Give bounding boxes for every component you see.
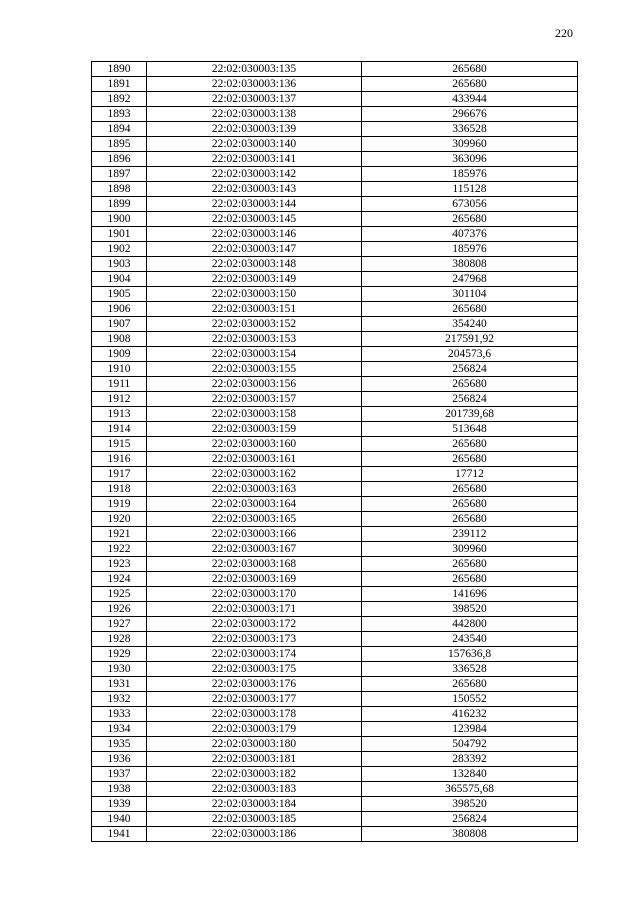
value-cell: 504792 [362, 737, 578, 752]
cadastral-number-cell: 22:02:030003:180 [147, 737, 362, 752]
value-cell: 256824 [362, 812, 578, 827]
row-number-cell: 1935 [92, 737, 147, 752]
cadastral-number-cell: 22:02:030003:145 [147, 212, 362, 227]
table-row [92, 632, 578, 647]
table-row [92, 587, 578, 602]
cadastral-number-cell: 22:02:030003:154 [147, 347, 362, 362]
cadastral-number-cell: 22:02:030003:183 [147, 782, 362, 797]
table-row [92, 242, 578, 257]
page-number: 220 [555, 26, 573, 40]
value-cell: 416232 [362, 707, 578, 722]
cadastral-number-cell: 22:02:030003:165 [147, 512, 362, 527]
row-number-cell: 1904 [92, 272, 147, 287]
value-cell: 265680 [362, 62, 578, 77]
value-cell: 239112 [362, 527, 578, 542]
value-cell: 380808 [362, 257, 578, 272]
table-row [92, 572, 578, 587]
cadastral-number-cell: 22:02:030003:178 [147, 707, 362, 722]
value-cell: 433944 [362, 92, 578, 107]
table-row [92, 182, 578, 197]
cadastral-number-cell: 22:02:030003:136 [147, 77, 362, 92]
table-row [92, 332, 578, 347]
row-number-cell: 1890 [92, 62, 147, 77]
cadastral-number-cell: 22:02:030003:156 [147, 377, 362, 392]
value-cell: 204573,6 [362, 347, 578, 362]
value-cell: 301104 [362, 287, 578, 302]
cadastral-number-cell: 22:02:030003:168 [147, 557, 362, 572]
cadastral-number-cell: 22:02:030003:173 [147, 632, 362, 647]
cadastral-number-cell: 22:02:030003:182 [147, 767, 362, 782]
value-cell: 265680 [362, 302, 578, 317]
table-row [92, 257, 578, 272]
table-row [92, 227, 578, 242]
cadastral-number-cell: 22:02:030003:143 [147, 182, 362, 197]
value-cell: 283392 [362, 752, 578, 767]
value-cell: 442800 [362, 617, 578, 632]
row-number-cell: 1936 [92, 752, 147, 767]
table-row [92, 377, 578, 392]
table-row [92, 752, 578, 767]
row-number-cell: 1939 [92, 797, 147, 812]
table-row [92, 347, 578, 362]
table-row [92, 212, 578, 227]
table-row [92, 272, 578, 287]
table-row [92, 302, 578, 317]
value-cell: 247968 [362, 272, 578, 287]
table-row [92, 482, 578, 497]
value-cell: 265680 [362, 377, 578, 392]
row-number-cell: 1895 [92, 137, 147, 152]
row-number-cell: 1917 [92, 467, 147, 482]
value-cell: 363096 [362, 152, 578, 167]
row-number-cell: 1925 [92, 587, 147, 602]
value-cell: 265680 [362, 482, 578, 497]
cadastral-number-cell: 22:02:030003:142 [147, 167, 362, 182]
value-cell: 265680 [362, 212, 578, 227]
table-row [92, 677, 578, 692]
value-cell: 265680 [362, 437, 578, 452]
row-number-cell: 1899 [92, 197, 147, 212]
row-number-cell: 1915 [92, 437, 147, 452]
table-row [92, 602, 578, 617]
cadastral-number-cell: 22:02:030003:149 [147, 272, 362, 287]
table-row [92, 722, 578, 737]
cadastral-number-cell: 22:02:030003:175 [147, 662, 362, 677]
value-cell: 132840 [362, 767, 578, 782]
table-row [92, 527, 578, 542]
cadastral-number-cell: 22:02:030003:159 [147, 422, 362, 437]
cadastral-number-cell: 22:02:030003:160 [147, 437, 362, 452]
cadastral-number-cell: 22:02:030003:161 [147, 452, 362, 467]
table-row [92, 137, 578, 152]
value-cell: 141696 [362, 587, 578, 602]
value-cell: 201739,68 [362, 407, 578, 422]
table-row [92, 812, 578, 827]
value-cell: 150552 [362, 692, 578, 707]
value-cell: 265680 [362, 77, 578, 92]
cadastral-number-cell: 22:02:030003:148 [147, 257, 362, 272]
row-number-cell: 1906 [92, 302, 147, 317]
row-number-cell: 1934 [92, 722, 147, 737]
value-cell: 513648 [362, 422, 578, 437]
cadastral-number-cell: 22:02:030003:158 [147, 407, 362, 422]
cadastral-number-cell: 22:02:030003:169 [147, 572, 362, 587]
row-number-cell: 1937 [92, 767, 147, 782]
value-cell: 17712 [362, 467, 578, 482]
cadastral-number-cell: 22:02:030003:184 [147, 797, 362, 812]
value-cell: 336528 [362, 122, 578, 137]
row-number-cell: 1909 [92, 347, 147, 362]
row-number-cell: 1903 [92, 257, 147, 272]
cadastral-number-cell: 22:02:030003:174 [147, 647, 362, 662]
cadastral-number-cell: 22:02:030003:153 [147, 332, 362, 347]
table-row [92, 737, 578, 752]
cadastral-number-cell: 22:02:030003:155 [147, 362, 362, 377]
table-row [92, 122, 578, 137]
table-row [92, 392, 578, 407]
table-row [92, 512, 578, 527]
value-cell: 265680 [362, 497, 578, 512]
row-number-cell: 1932 [92, 692, 147, 707]
table-row [92, 437, 578, 452]
cadastral-number-cell: 22:02:030003:141 [147, 152, 362, 167]
cadastral-number-cell: 22:02:030003:162 [147, 467, 362, 482]
table-row [92, 797, 578, 812]
cadastral-number-cell: 22:02:030003:179 [147, 722, 362, 737]
cadastral-number-cell: 22:02:030003:152 [147, 317, 362, 332]
row-number-cell: 1931 [92, 677, 147, 692]
value-cell: 265680 [362, 677, 578, 692]
table-row [92, 92, 578, 107]
value-cell: 296676 [362, 107, 578, 122]
cadastral-value-table [91, 61, 578, 842]
row-number-cell: 1913 [92, 407, 147, 422]
cadastral-number-cell: 22:02:030003:157 [147, 392, 362, 407]
value-cell: 407376 [362, 227, 578, 242]
value-cell: 365575,68 [362, 782, 578, 797]
table-row [92, 827, 578, 842]
row-number-cell: 1940 [92, 812, 147, 827]
value-cell: 673056 [362, 197, 578, 212]
row-number-cell: 1926 [92, 602, 147, 617]
row-number-cell: 1911 [92, 377, 147, 392]
cadastral-number-cell: 22:02:030003:171 [147, 602, 362, 617]
cadastral-number-cell: 22:02:030003:138 [147, 107, 362, 122]
row-number-cell: 1923 [92, 557, 147, 572]
cadastral-number-cell: 22:02:030003:147 [147, 242, 362, 257]
cadastral-number-cell: 22:02:030003:167 [147, 542, 362, 557]
row-number-cell: 1905 [92, 287, 147, 302]
row-number-cell: 1921 [92, 527, 147, 542]
value-cell: 265680 [362, 452, 578, 467]
row-number-cell: 1929 [92, 647, 147, 662]
row-number-cell: 1922 [92, 542, 147, 557]
row-number-cell: 1916 [92, 452, 147, 467]
value-cell: 185976 [362, 242, 578, 257]
value-cell: 157636,8 [362, 647, 578, 662]
row-number-cell: 1902 [92, 242, 147, 257]
row-number-cell: 1914 [92, 422, 147, 437]
table-row [92, 497, 578, 512]
row-number-cell: 1927 [92, 617, 147, 632]
table-row [92, 362, 578, 377]
table-row [92, 662, 578, 677]
table-row [92, 452, 578, 467]
table-row [92, 542, 578, 557]
value-cell: 217591,92 [362, 332, 578, 347]
cadastral-number-cell: 22:02:030003:137 [147, 92, 362, 107]
value-cell: 265680 [362, 557, 578, 572]
cadastral-number-cell: 22:02:030003:140 [147, 137, 362, 152]
table-row [92, 107, 578, 122]
value-cell: 243540 [362, 632, 578, 647]
row-number-cell: 1891 [92, 77, 147, 92]
row-number-cell: 1930 [92, 662, 147, 677]
cadastral-number-cell: 22:02:030003:151 [147, 302, 362, 317]
value-cell: 380808 [362, 827, 578, 842]
row-number-cell: 1928 [92, 632, 147, 647]
table-row [92, 467, 578, 482]
value-cell: 185976 [362, 167, 578, 182]
row-number-cell: 1920 [92, 512, 147, 527]
table-row [92, 647, 578, 662]
value-cell: 336528 [362, 662, 578, 677]
table-row [92, 782, 578, 797]
value-cell: 256824 [362, 362, 578, 377]
cadastral-number-cell: 22:02:030003:181 [147, 752, 362, 767]
cadastral-number-cell: 22:02:030003:164 [147, 497, 362, 512]
value-cell: 398520 [362, 797, 578, 812]
row-number-cell: 1897 [92, 167, 147, 182]
value-cell: 309960 [362, 137, 578, 152]
row-number-cell: 1918 [92, 482, 147, 497]
table-row [92, 62, 578, 77]
cadastral-number-cell: 22:02:030003:176 [147, 677, 362, 692]
cadastral-number-cell: 22:02:030003:166 [147, 527, 362, 542]
value-cell: 265680 [362, 512, 578, 527]
cadastral-number-cell: 22:02:030003:185 [147, 812, 362, 827]
value-cell: 123984 [362, 722, 578, 737]
cadastral-number-cell: 22:02:030003:146 [147, 227, 362, 242]
cadastral-number-cell: 22:02:030003:177 [147, 692, 362, 707]
table-row [92, 617, 578, 632]
row-number-cell: 1892 [92, 92, 147, 107]
row-number-cell: 1908 [92, 332, 147, 347]
value-cell: 115128 [362, 182, 578, 197]
row-number-cell: 1893 [92, 107, 147, 122]
table-body [92, 62, 578, 842]
value-cell: 265680 [362, 572, 578, 587]
table-row [92, 407, 578, 422]
cadastral-number-cell: 22:02:030003:150 [147, 287, 362, 302]
cadastral-number-cell: 22:02:030003:172 [147, 617, 362, 632]
cadastral-number-cell: 22:02:030003:144 [147, 197, 362, 212]
row-number-cell: 1910 [92, 362, 147, 377]
table-row [92, 197, 578, 212]
table-row [92, 152, 578, 167]
cadastral-number-cell: 22:02:030003:170 [147, 587, 362, 602]
table-row [92, 287, 578, 302]
table-row [92, 77, 578, 92]
row-number-cell: 1912 [92, 392, 147, 407]
row-number-cell: 1941 [92, 827, 147, 842]
value-cell: 256824 [362, 392, 578, 407]
row-number-cell: 1924 [92, 572, 147, 587]
row-number-cell: 1898 [92, 182, 147, 197]
row-number-cell: 1938 [92, 782, 147, 797]
cadastral-number-cell: 22:02:030003:186 [147, 827, 362, 842]
table-row [92, 317, 578, 332]
table-row [92, 167, 578, 182]
table-row [92, 692, 578, 707]
row-number-cell: 1933 [92, 707, 147, 722]
table-row [92, 422, 578, 437]
value-cell: 354240 [362, 317, 578, 332]
row-number-cell: 1907 [92, 317, 147, 332]
cadastral-number-cell: 22:02:030003:135 [147, 62, 362, 77]
row-number-cell: 1901 [92, 227, 147, 242]
value-cell: 398520 [362, 602, 578, 617]
table-row [92, 767, 578, 782]
table-row [92, 707, 578, 722]
cadastral-number-cell: 22:02:030003:163 [147, 482, 362, 497]
value-cell: 309960 [362, 542, 578, 557]
cadastral-number-cell: 22:02:030003:139 [147, 122, 362, 137]
row-number-cell: 1900 [92, 212, 147, 227]
row-number-cell: 1919 [92, 497, 147, 512]
table-row [92, 557, 578, 572]
row-number-cell: 1896 [92, 152, 147, 167]
row-number-cell: 1894 [92, 122, 147, 137]
